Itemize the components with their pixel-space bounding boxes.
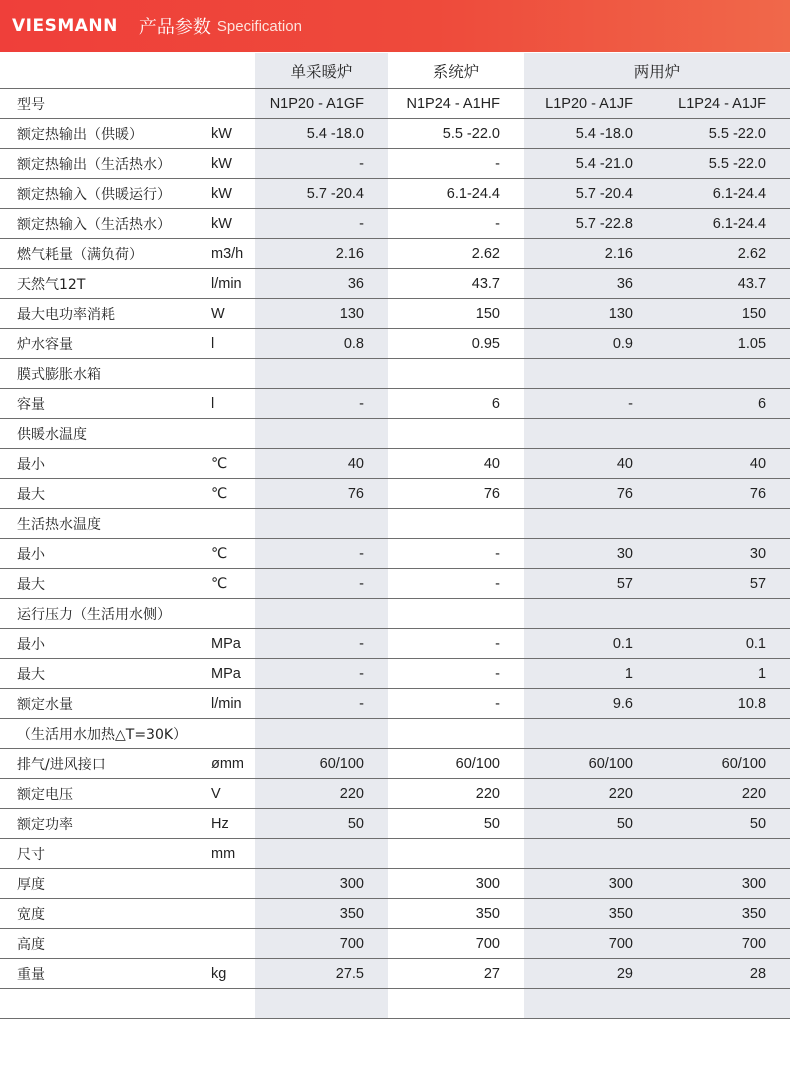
row-value — [524, 509, 657, 539]
row-unit: W — [207, 299, 255, 329]
row-value: 700 — [388, 929, 524, 959]
row-value: 2.16 — [524, 239, 657, 269]
row-unit: l/min — [207, 689, 255, 719]
row-label: 燃气耗量（满负荷） — [0, 239, 207, 269]
row-value: 50 — [657, 809, 790, 839]
row-value: 5.4 -21.0 — [524, 149, 657, 179]
row-value — [657, 719, 790, 749]
row-value: 300 — [524, 869, 657, 899]
row-value: 5.5 -22.0 — [388, 119, 524, 149]
row-value: 36 — [524, 269, 657, 299]
row-value — [657, 839, 790, 869]
row-value: 300 — [255, 869, 388, 899]
row-label: 高度 — [0, 929, 207, 959]
row-value: - — [388, 629, 524, 659]
row-value: 0.1 — [524, 629, 657, 659]
row-value: 350 — [524, 899, 657, 929]
row-value: 300 — [388, 869, 524, 899]
row-label: （生活用水加热△T=30K） — [0, 719, 207, 749]
row-value: - — [255, 569, 388, 599]
row-value: 30 — [524, 539, 657, 569]
row-value: 57 — [524, 569, 657, 599]
row-value: - — [524, 389, 657, 419]
row-value: 1 — [524, 659, 657, 689]
row-label: 额定功率 — [0, 809, 207, 839]
row-value: 1 — [657, 659, 790, 689]
row-value: 5.7 -20.4 — [255, 179, 388, 209]
page-subtitle: Specification — [216, 17, 302, 35]
table-row-empty — [0, 989, 790, 1019]
table-row — [0, 479, 790, 509]
row-value — [388, 839, 524, 869]
empty-cell — [388, 989, 524, 1019]
empty-cell — [0, 989, 207, 1019]
row-value — [524, 599, 657, 629]
row-value — [388, 359, 524, 389]
empty-cell — [524, 989, 657, 1019]
row-value: 2.62 — [388, 239, 524, 269]
row-value: 9.6 — [524, 689, 657, 719]
table-row — [0, 869, 790, 899]
row-label: 膜式膨胀水箱 — [0, 359, 207, 389]
row-unit — [207, 899, 255, 929]
table-row — [0, 149, 790, 179]
row-value: 220 — [657, 779, 790, 809]
row-unit: Hz — [207, 809, 255, 839]
row-value: 350 — [388, 899, 524, 929]
model-row — [0, 89, 790, 119]
row-value: 50 — [388, 809, 524, 839]
row-label: 额定水量 — [0, 689, 207, 719]
row-value: - — [388, 539, 524, 569]
row-value: - — [255, 689, 388, 719]
row-unit: ømm — [207, 749, 255, 779]
table-row — [0, 389, 790, 419]
table-row — [0, 239, 790, 269]
table-row — [0, 839, 790, 869]
row-value: - — [255, 539, 388, 569]
row-value — [524, 719, 657, 749]
row-value — [657, 359, 790, 389]
row-label: 额定电压 — [0, 779, 207, 809]
row-value: 700 — [524, 929, 657, 959]
table-row — [0, 899, 790, 929]
row-value: 5.7 -20.4 — [524, 179, 657, 209]
row-value: 130 — [255, 299, 388, 329]
row-unit — [207, 719, 255, 749]
row-value: 350 — [657, 899, 790, 929]
row-label: 最大 — [0, 479, 207, 509]
row-unit — [207, 359, 255, 389]
table-row — [0, 779, 790, 809]
row-label: 重量 — [0, 959, 207, 989]
row-label: 厚度 — [0, 869, 207, 899]
row-value — [255, 359, 388, 389]
row-unit: kW — [207, 179, 255, 209]
row-value: - — [255, 149, 388, 179]
row-label: 供暖水温度 — [0, 419, 207, 449]
empty-cell — [255, 989, 388, 1019]
table-row — [0, 959, 790, 989]
row-value: 220 — [255, 779, 388, 809]
table-row — [0, 329, 790, 359]
table-row — [0, 209, 790, 239]
row-value — [255, 599, 388, 629]
row-value: 40 — [255, 449, 388, 479]
row-value — [524, 359, 657, 389]
row-unit: l/min — [207, 269, 255, 299]
row-value: 300 — [657, 869, 790, 899]
model-name: L1P20 - A1JF — [524, 89, 657, 119]
row-unit: kg — [207, 959, 255, 989]
row-label: 容量 — [0, 389, 207, 419]
row-value: 76 — [524, 479, 657, 509]
table-row — [0, 569, 790, 599]
row-unit: l — [207, 329, 255, 359]
row-value — [657, 419, 790, 449]
row-value: 150 — [657, 299, 790, 329]
row-value: 60/100 — [524, 749, 657, 779]
row-value: - — [388, 209, 524, 239]
row-value: 6.1-24.4 — [657, 179, 790, 209]
row-value: 220 — [524, 779, 657, 809]
row-value: 50 — [524, 809, 657, 839]
row-value: 76 — [657, 479, 790, 509]
row-value: 30 — [657, 539, 790, 569]
row-label: 最小 — [0, 629, 207, 659]
row-unit — [207, 929, 255, 959]
row-unit: kW — [207, 119, 255, 149]
row-unit — [207, 599, 255, 629]
row-value: 76 — [255, 479, 388, 509]
row-label: 最大电功率消耗 — [0, 299, 207, 329]
table-row — [0, 269, 790, 299]
row-value: 5.4 -18.0 — [255, 119, 388, 149]
row-value: 2.16 — [255, 239, 388, 269]
table-row — [0, 599, 790, 629]
table-row — [0, 119, 790, 149]
row-value: - — [388, 569, 524, 599]
table-row — [0, 419, 790, 449]
table-row — [0, 179, 790, 209]
row-unit: kW — [207, 149, 255, 179]
row-unit: kW — [207, 209, 255, 239]
row-label: 最小 — [0, 539, 207, 569]
row-label: 生活热水温度 — [0, 509, 207, 539]
row-value: 0.95 — [388, 329, 524, 359]
row-value: 6.1-24.4 — [388, 179, 524, 209]
row-value — [388, 719, 524, 749]
row-value — [657, 509, 790, 539]
table-row — [0, 449, 790, 479]
table-row — [0, 659, 790, 689]
row-value: 28 — [657, 959, 790, 989]
row-value: - — [255, 389, 388, 419]
group-header-heating-only: 单采暖炉 — [255, 53, 388, 89]
empty-cell — [207, 989, 255, 1019]
group-header-combi: 两用炉 — [524, 53, 790, 89]
header-unit-cell — [207, 53, 255, 89]
page-title: 产品参数 — [138, 17, 211, 38]
row-value: 36 — [255, 269, 388, 299]
row-label: 额定热输入（生活热水） — [0, 209, 207, 239]
row-value: 43.7 — [657, 269, 790, 299]
row-label: 炉水容量 — [0, 329, 207, 359]
group-header-system: 系统炉 — [388, 53, 524, 89]
row-value — [255, 419, 388, 449]
row-label: 最小 — [0, 449, 207, 479]
row-value: 76 — [388, 479, 524, 509]
row-value: 220 — [388, 779, 524, 809]
table-row — [0, 539, 790, 569]
row-value: 1.05 — [657, 329, 790, 359]
row-value: 60/100 — [388, 749, 524, 779]
row-value: - — [388, 689, 524, 719]
row-unit: ℃ — [207, 539, 255, 569]
table-row — [0, 809, 790, 839]
row-label: 额定热输出（供暖） — [0, 119, 207, 149]
header-banner — [0, 0, 790, 52]
row-label: 宽度 — [0, 899, 207, 929]
header-label-cell — [0, 53, 207, 89]
row-value — [255, 719, 388, 749]
empty-cell — [657, 989, 790, 1019]
row-value: 60/100 — [657, 749, 790, 779]
row-value: 60/100 — [255, 749, 388, 779]
row-unit: V — [207, 779, 255, 809]
row-value: 27.5 — [255, 959, 388, 989]
row-value: 29 — [524, 959, 657, 989]
table-row — [0, 749, 790, 779]
row-label: 最大 — [0, 569, 207, 599]
row-value — [388, 419, 524, 449]
row-value: 700 — [657, 929, 790, 959]
table-row — [0, 359, 790, 389]
table-header-row — [0, 53, 790, 89]
row-label: 天然气12T — [0, 269, 207, 299]
row-value: 6 — [657, 389, 790, 419]
row-unit: mm — [207, 839, 255, 869]
row-value: - — [255, 209, 388, 239]
row-value: 6 — [388, 389, 524, 419]
table-row — [0, 929, 790, 959]
table-row — [0, 629, 790, 659]
row-value: 0.1 — [657, 629, 790, 659]
row-value: 0.9 — [524, 329, 657, 359]
brand-logo: VIESMANN — [12, 16, 118, 36]
row-value: 6.1-24.4 — [657, 209, 790, 239]
row-value: 40 — [657, 449, 790, 479]
row-value — [524, 839, 657, 869]
row-value: - — [255, 629, 388, 659]
row-value: 2.62 — [657, 239, 790, 269]
row-value: 40 — [388, 449, 524, 479]
model-row-unit — [207, 89, 255, 119]
row-value: 150 — [388, 299, 524, 329]
row-value: 57 — [657, 569, 790, 599]
row-label: 额定热输入（供暖运行） — [0, 179, 207, 209]
row-value: 5.4 -18.0 — [524, 119, 657, 149]
spec-table — [0, 53, 790, 1019]
row-value — [255, 509, 388, 539]
row-value: 50 — [255, 809, 388, 839]
row-value: 5.7 -22.8 — [524, 209, 657, 239]
row-unit: ℃ — [207, 449, 255, 479]
row-value: 43.7 — [388, 269, 524, 299]
row-value: 40 — [524, 449, 657, 479]
row-value — [524, 419, 657, 449]
row-unit: m3/h — [207, 239, 255, 269]
row-label: 运行压力（生活用水侧） — [0, 599, 207, 629]
row-unit — [207, 419, 255, 449]
row-value: 5.5 -22.0 — [657, 119, 790, 149]
table-row — [0, 719, 790, 749]
model-row-label: 型号 — [0, 89, 207, 119]
row-unit — [207, 869, 255, 899]
row-value — [255, 839, 388, 869]
row-value: 700 — [255, 929, 388, 959]
row-value: - — [255, 659, 388, 689]
row-value: 0.8 — [255, 329, 388, 359]
row-label: 最大 — [0, 659, 207, 689]
row-value: 27 — [388, 959, 524, 989]
row-unit: ℃ — [207, 569, 255, 599]
row-unit — [207, 509, 255, 539]
row-unit: MPa — [207, 629, 255, 659]
model-name: N1P24 - A1HF — [388, 89, 524, 119]
table-row — [0, 299, 790, 329]
model-name: N1P20 - A1GF — [255, 89, 388, 119]
row-unit: l — [207, 389, 255, 419]
row-value: 5.5 -22.0 — [657, 149, 790, 179]
row-value — [388, 599, 524, 629]
row-unit: MPa — [207, 659, 255, 689]
table-row — [0, 509, 790, 539]
row-value: - — [388, 659, 524, 689]
row-label: 额定热输出（生活热水） — [0, 149, 207, 179]
model-name: L1P24 - A1JF — [657, 89, 790, 119]
row-unit: ℃ — [207, 479, 255, 509]
row-value: 130 — [524, 299, 657, 329]
row-value: 350 — [255, 899, 388, 929]
row-label: 排气/进风接口 — [0, 749, 207, 779]
row-label: 尺寸 — [0, 839, 207, 869]
row-value — [657, 599, 790, 629]
table-row — [0, 689, 790, 719]
row-value: 10.8 — [657, 689, 790, 719]
row-value — [388, 509, 524, 539]
row-value: - — [388, 149, 524, 179]
